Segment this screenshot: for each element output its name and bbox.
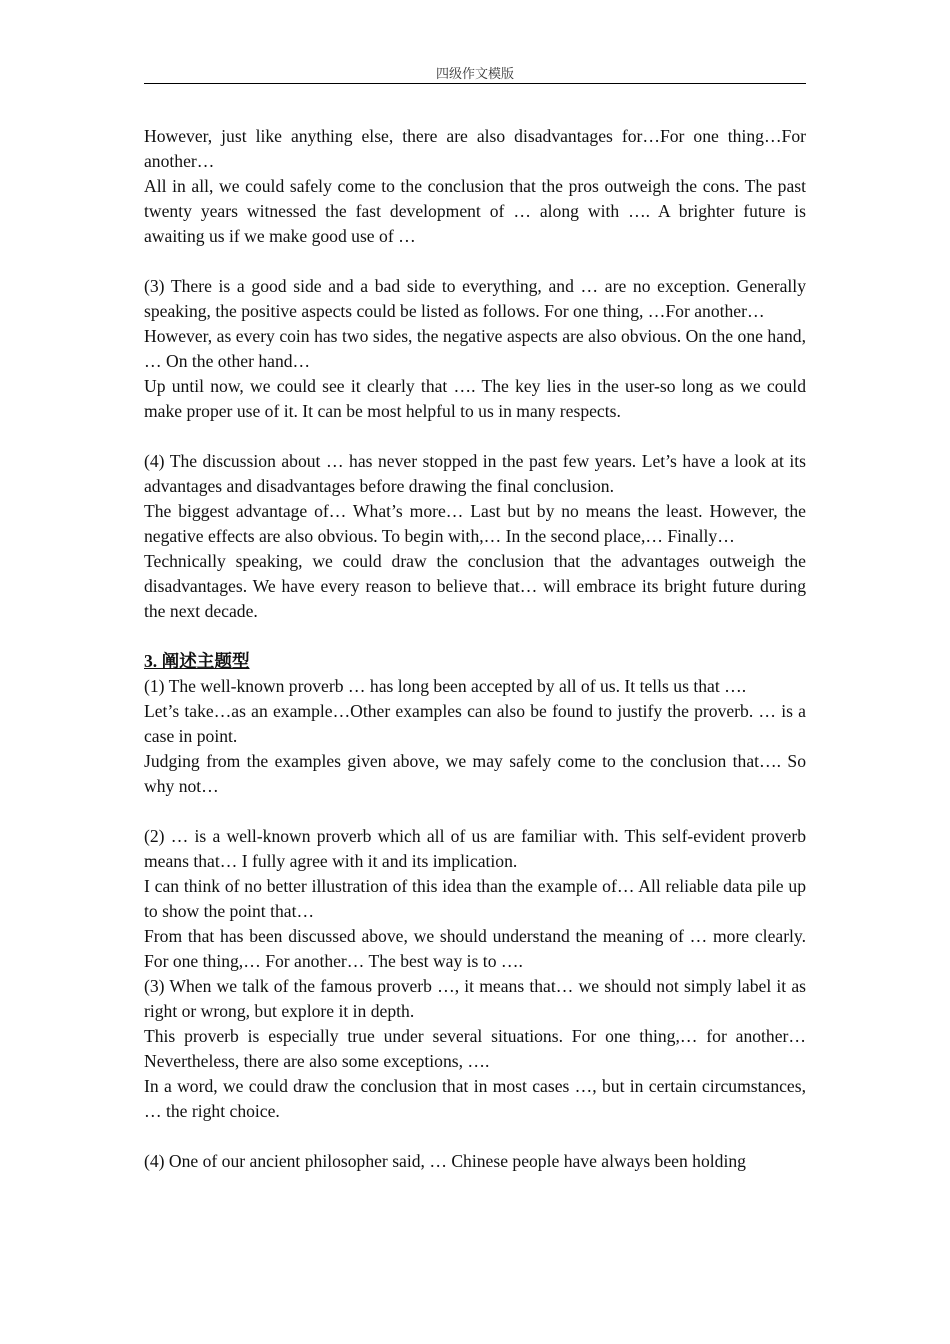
paragraph: All in all, we could safely come to the conclusion that the pros outweigh the cons. The past twenty years witnessed the fast development of … along with …. A brighter future is awaiting us if we make good use of … <box>144 176 806 246</box>
paragraph-spacer <box>144 1124 806 1149</box>
paragraph-spacer <box>144 424 806 449</box>
section-heading: 3. 阐述主题型 <box>144 651 250 671</box>
paragraph: (3) When we talk of the famous proverb …, it means that… we should not simply label it as right or wrong, but explore it in depth. <box>144 976 806 1021</box>
paragraph-spacer <box>144 249 806 274</box>
paragraph: Technically speaking, we could draw the conclusion that the advantages outweigh the disadvantages. We have every reason to believe that… will embrace its bright future during the next decade. <box>144 551 806 621</box>
header-title: 四级作文模版 <box>435 66 514 81</box>
paragraph: I can think of no better illustration of this idea than the example of… All reliable data pile up to show the point that… <box>144 876 806 921</box>
paragraph: (2) … is a well-known proverb which all of us are familiar with. This self-evident proverb means that… I fully agree with it and its implication. <box>144 826 806 871</box>
paragraph: However, as every coin has two sides, the negative aspects are also obvious. On the one hand, … On the other hand… <box>144 326 806 371</box>
paragraph-spacer <box>144 624 806 649</box>
paragraph: From that has been discussed above, we should understand the meaning of … more clearly. For one thing,… For another… The best way is to …. <box>144 926 806 971</box>
page-header <box>144 64 806 84</box>
paragraph: Judging from the examples given above, we may safely come to the conclusion that…. So why not… <box>144 751 806 796</box>
paragraph: Let’s take…as an example…Other examples can also be found to justify the proverb. … is a case in point. <box>144 701 806 746</box>
paragraph: (1) The well-known proverb … has long been accepted by all of us. It tells us that …. <box>144 676 747 696</box>
paragraph: Up until now, we could see it clearly that …. The key lies in the user-so long as we could make proper use of it. It can be most helpful to us in many respects. <box>144 376 806 421</box>
paragraph-spacer <box>144 799 806 824</box>
paragraph: In a word, we could draw the conclusion that in most cases …, but in certain circumstances, … the right choice. <box>144 1076 806 1121</box>
document-body <box>144 124 806 1174</box>
paragraph: (4) The discussion about … has never stopped in the past few years. Let’s have a look at its advantages and disadvantages before drawing the final conclusion. <box>144 451 806 496</box>
paragraph: (4) One of our ancient philosopher said, … Chinese people have always been holding <box>144 1151 746 1171</box>
paragraph: (3) There is a good side and a bad side to everything, and … are no exception. Generally speaking, the positive aspects could be listed as follows. For one thing, …For another… <box>144 276 806 321</box>
paragraph: This proverb is especially true under several situations. For one thing,… for another… Nevertheless, there are also some exceptions, …. <box>144 1026 806 1071</box>
paragraph: However, just like anything else, there are also disadvantages for…For one thing…For another… <box>144 126 806 171</box>
paragraph: The biggest advantage of… What’s more… Last but by no means the least. However, the negative effects are also obvious. To begin with,… In the second place,… Finally… <box>144 501 806 546</box>
